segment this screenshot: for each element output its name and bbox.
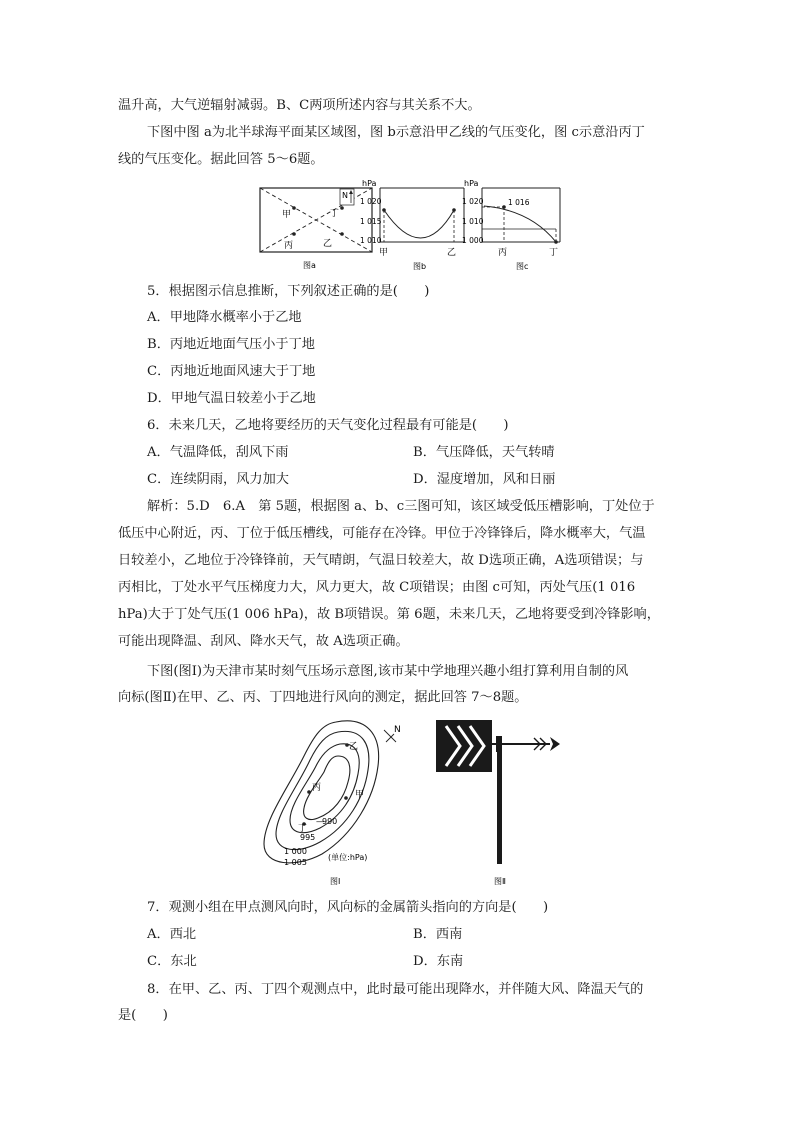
figure-a-label-bing: 丙: [284, 241, 294, 251]
paragraph-continuation: 温升高，大气逆辐射减弱。B、C两项所述内容与其关系不大。: [118, 98, 481, 113]
figure-1-label-ding: 丁: [298, 824, 308, 834]
figure-c-tick-1000: 1 000: [462, 236, 484, 245]
question-5-option-c: C．丙地近地面风速大于丁地: [147, 364, 316, 379]
figure-1-north-cross-icon: [386, 734, 394, 742]
question-7-option-a: A．西北: [147, 927, 197, 942]
question-6-option-a: A．气温降低，刮风下雨: [147, 445, 289, 460]
figure-a-point-yi: [340, 232, 344, 236]
figure-b: [358, 176, 468, 272]
wind-vane-arrowhead-icon: [550, 737, 560, 751]
figure-1-isobar-value-1005: 1 005: [284, 858, 307, 867]
figure-1-isobar-value-995: 995: [300, 833, 316, 842]
figure-c-unit: hPa: [464, 179, 479, 188]
question-6-option-b: B．气压降低，天气转晴: [413, 445, 555, 460]
figure-a-label-jia: 甲: [282, 210, 292, 220]
question-7: 7．观测小组在甲点测风向时，风向标的金属箭头指向的方向是( ): [147, 900, 549, 915]
isobar-990: [304, 756, 350, 820]
figure-c-tick-1010: 1 010: [462, 217, 484, 226]
figure-b-point-jia: [382, 208, 386, 212]
figure-c-x-label-ding: 丁: [549, 248, 559, 258]
figure-1-label-bing: 丙: [312, 783, 322, 793]
figure-a-north-label: N: [342, 191, 348, 200]
figure-a-point-ding: [340, 206, 344, 210]
question-5: 5．根据图示信息推断，下列叙述正确的是( ): [147, 284, 430, 299]
question-7-option-d: D．东南: [413, 954, 464, 969]
figure-c-point-label: 1 016: [508, 198, 530, 207]
figure-a-label-ding: 丁: [330, 209, 340, 219]
question-7-option-c: C．东北: [147, 954, 197, 969]
question-7-option-b: B．西南: [413, 927, 463, 942]
figure-1-isobar-value-1000: 1 000: [284, 847, 307, 856]
figure-1-label-jia: 甲: [355, 790, 365, 800]
figure-a-point-jia: [292, 206, 296, 210]
figure-1-point-jia: [344, 796, 348, 800]
question-8: 8．在甲、乙、丙、丁四个观测点中，此时最可能出现降水，并伴随大风、降温天气的: [147, 982, 644, 997]
figure-1-label-yi: 乙: [349, 742, 359, 752]
question-6-option-d: D．湿度增加，风和日丽: [413, 472, 556, 487]
figure-a-dashed-line-bing-ding: [260, 188, 372, 252]
figure-1-point-bing: [307, 790, 311, 794]
question-5-option-d: D．甲地气温日较差小于乙地: [147, 391, 316, 406]
question-5-option-b: B．丙地近地面气压小于丁地: [147, 337, 315, 352]
figure-b-point-yi: [452, 208, 456, 212]
analysis-line-5: hPa)大于丁处气压(1 006 hPa)，故 B项错误。第 6题，未来几天，乙地将要受到冷锋影响，: [118, 607, 660, 622]
figure-b-tick-1010: 1 010: [360, 236, 382, 245]
analysis-line-1: 解析：5.D 6.A 第 5题，根据图 a、b、c三图可知，该区域受低压槽影响，丁处位于: [147, 499, 655, 514]
figure-b-tick-1020: 1 020: [360, 197, 382, 206]
figure-1-isobar-value-990: 990: [322, 817, 338, 826]
figure-c-tick-1020: 1 020: [462, 197, 484, 206]
figure-1-isobar-map: [258, 716, 401, 892]
figure-1-unit: (单位:hPa): [328, 853, 368, 862]
analysis-line-4: 丙相比，丁处水平气压梯度力大，风力更大，故 C项错误；由图 c可知，丙处气压(1 016: [118, 580, 636, 595]
figure-c-point-ding: [554, 240, 558, 244]
figure-c: [460, 176, 570, 272]
figure-c-pressure-curve: [484, 206, 556, 242]
figure-b-caption: 图b: [413, 262, 427, 271]
question-intro-5-6-cont: 线的气压变化。据此回答 5～6题。: [118, 152, 324, 167]
question-6-option-c: C．连续阴雨，风力加大: [147, 472, 289, 487]
question-intro-7-8-cont: 向标(图Ⅱ)在甲、乙、丙、丁四地进行风向的测定，据此回答 7～8题。: [118, 690, 528, 705]
figure-a-label-yi: 乙: [323, 239, 333, 249]
analysis-line-3: 日较差小，乙地位于冷锋锋前，天气晴朗，气温日较差大，故 D选项正确，A选项错误；与: [118, 553, 644, 568]
figure-a-caption: 图a: [303, 261, 316, 270]
figure-c-point-bing: [502, 205, 506, 209]
question-intro-5-6: 下图中图 a为北半球海平面某区域图，图 b示意沿甲乙线的气压变化，图 c示意沿丙丁: [147, 125, 645, 140]
figure-c-x-label-bing: 丙: [498, 248, 508, 258]
question-intro-7-8: 下图(图Ⅰ)为天津市某时刻气压场示意图,该市某中学地理兴趣小组打算利用自制的风: [147, 664, 629, 679]
figure-1-caption: 图Ⅰ: [330, 877, 341, 886]
question-8-cont: 是( ): [118, 1008, 168, 1023]
figure-b-unit: hPa: [362, 179, 377, 188]
question-5-option-a: A．甲地降水概率小于乙地: [147, 310, 302, 325]
figure-b-x-label-yi: 乙: [447, 248, 457, 258]
analysis-line-2: 低压中心附近，丙、丁位于低压槽线，可能存在冷锋。甲位于冷锋锋后，降水概率大，气温: [118, 526, 646, 541]
figure-b-tick-1015: 1 015: [360, 217, 382, 226]
figure-b-x-label-jia: 甲: [379, 248, 389, 258]
figure-2-wind-vane: [436, 720, 560, 890]
figure-1-isobar-label-990: —: [316, 817, 324, 826]
wind-vane-pole: [497, 748, 502, 864]
figure-b-pressure-curve: [384, 210, 454, 238]
figure-a-point-bing: [292, 232, 296, 236]
figure-1-north-label: N: [394, 725, 401, 735]
figure-c-caption: 图c: [516, 262, 529, 271]
question-6: 6．未来几天，乙地将要经历的天气变化过程最有可能是( ): [147, 418, 509, 433]
analysis-line-6: 可能出现降温、刮风、降水天气，故 A选项正确。: [118, 634, 409, 649]
figure-2-caption: 图Ⅱ: [494, 877, 506, 886]
